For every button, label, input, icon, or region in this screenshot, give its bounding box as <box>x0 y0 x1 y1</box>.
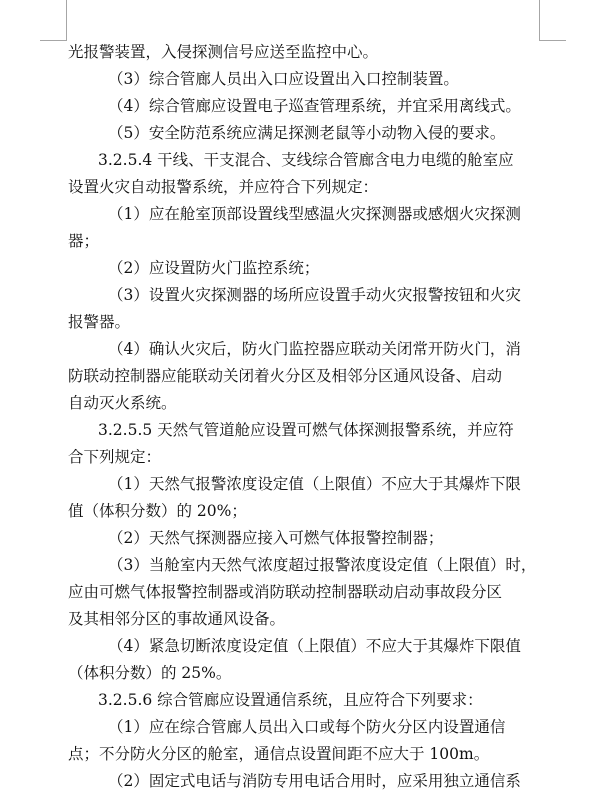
text-line: （3）综合管廊人员出入口应设置出入口控制装置。 <box>108 70 459 88</box>
crop-mark-top-left <box>40 40 67 41</box>
text-line: （4）综合管廊应设置电子巡查管理系统，并宜采用离线式。 <box>108 97 521 115</box>
crop-mark-top-left <box>66 0 67 40</box>
text-line: （1）应在综合管廊人员出入口或每个防火分区内设置通信 <box>108 718 506 736</box>
text-line: （1）天然气报警浓度设定值（上限值）不应大于其爆炸下限 <box>108 475 521 493</box>
text-line: （体积分数）的 25%。 <box>68 664 232 682</box>
text-line: （5）安全防范系统应满足探测老鼠等小动物入侵的要求。 <box>108 124 506 142</box>
text-line: 自动灭火系统。 <box>68 394 177 412</box>
crop-mark-top-right <box>539 0 540 40</box>
text-line: 器； <box>68 232 100 250</box>
text-line: 点；不分防火分区的舱室，通信点设置间距不应大于 100m。 <box>68 745 490 763</box>
text-line: （1）应在舱室顶部设置线型感温火灾探测器或感烟火灾探测 <box>108 205 521 223</box>
text-line: 及其相邻分区的事故通风设备。 <box>68 610 286 628</box>
text-line: （4）确认火灾后，防火门监控器应联动关闭常开防火门，消 <box>108 340 521 358</box>
text-line: （2）固定式电话与消防专用电话合用时，应采用独立通信系 <box>108 772 521 790</box>
text-line: 应由可燃气体报警控制器或消防联动控制器联动启动事故段分区 <box>68 583 503 601</box>
text-line: 3.2.5.5 天然气管道舱应设置可燃气体探测报警系统，并应符 <box>98 421 514 439</box>
text-line: （2）应设置防火门监控系统； <box>108 259 320 277</box>
text-line: 设置火灾自动报警系统，并应符合下列规定： <box>68 178 379 196</box>
text-line: 防联动控制器应能联动关闭着火分区及相邻分区通风设备、启动 <box>68 367 503 385</box>
text-line: （4）紧急切断浓度设定值（上限值）不应大于其爆炸下限值 <box>108 637 521 655</box>
text-line: 3.2.5.4 干线、干支混合、支线综合管廊含电力电缆的舱室应 <box>98 151 514 169</box>
text-line: 报警器。 <box>68 313 131 331</box>
text-line: （3）当舱室内天然气浓度超过报警浓度设定值（上限值）时， <box>108 556 537 574</box>
text-line: 3.2.5.6 综合管廊应设置通信系统，且应符合下列要求： <box>98 691 483 709</box>
text-line: 合下列规定： <box>68 448 162 466</box>
text-line: 值（体积分数）的 20%； <box>68 502 247 520</box>
text-line: （3）设置火灾探测器的场所应设置手动火灾报警按钮和火灾 <box>108 286 521 304</box>
text-line: 光报警装置，入侵探测信号应送至监控中心。 <box>68 43 379 61</box>
crop-mark-top-right <box>539 40 566 41</box>
text-line: （2）天然气探测器应接入可燃气体报警控制器； <box>108 529 444 547</box>
